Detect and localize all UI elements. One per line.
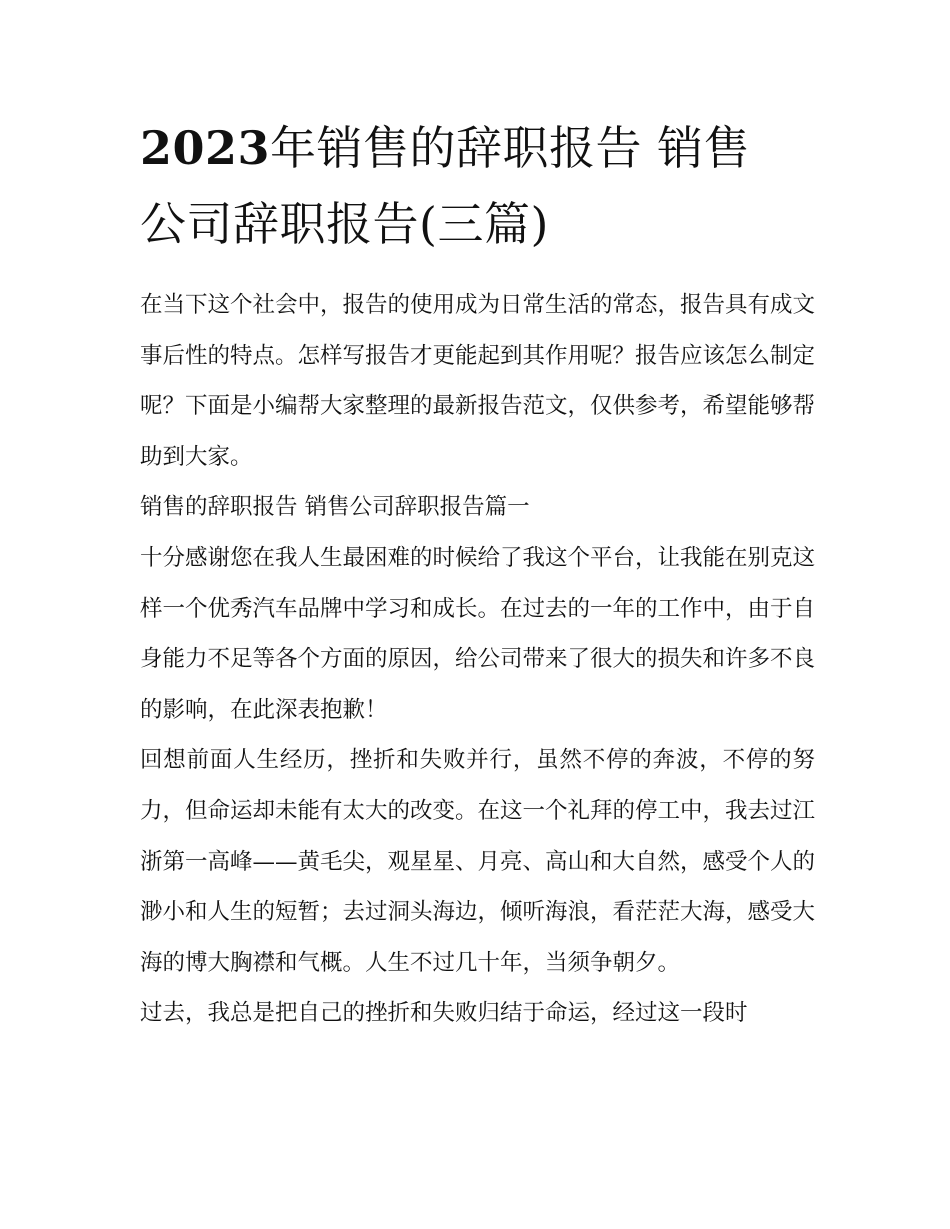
body-paragraph-3: 过去，我总是把自己的挫折和失败归结于命运，经过这一段时 [140, 1000, 748, 1027]
document-title [140, 110, 815, 262]
title-line-1: 年销售的辞职报告 销售 [270, 121, 751, 175]
intro-paragraph: 在当下这个社会中，报告的使用成为日常生活的常态，报告具有成文事后性的特点。怎样写报告才更能起到其作用呢？报告应该怎么制定呢？下面是小编帮大家整理的最新报告范文，仅供参考，希望能够帮助到大家。 [140, 292, 816, 470]
section-heading: 销售的辞职报告 销售公司辞职报告篇一 [140, 494, 530, 521]
title-year: 2023 [140, 121, 271, 175]
title-line-2: 公司辞职报告(三篇) [140, 197, 549, 251]
document-page [140, 110, 815, 1039]
document-body [140, 280, 815, 1039]
body-paragraph-1: 十分感谢您在我人生最困难的时候给了我这个平台，让我能在别克这样一个优秀汽车品牌中学习和成长。在过去的一年的工作中，由于自身能力不足等各个方面的原因，给公司带来了很大的损失和许多不良的影响，在此深表抱歉！ [140, 544, 816, 723]
body-paragraph-2: 回想前面人生经历，挫折和失败并行，虽然不停的奔波，不停的努力，但命运却未能有太大的改变。在这一个礼拜的停工中，我去过江浙第一高峰——黄毛尖，观星星、月亮、高山和大自然，感受个人的渺小和人生的短暂；去过洞头海边，倾听海浪，看茫茫大海，感受大海的博大胸襟和气概。人生不过几十年，当须争朝夕。 [140, 747, 816, 976]
